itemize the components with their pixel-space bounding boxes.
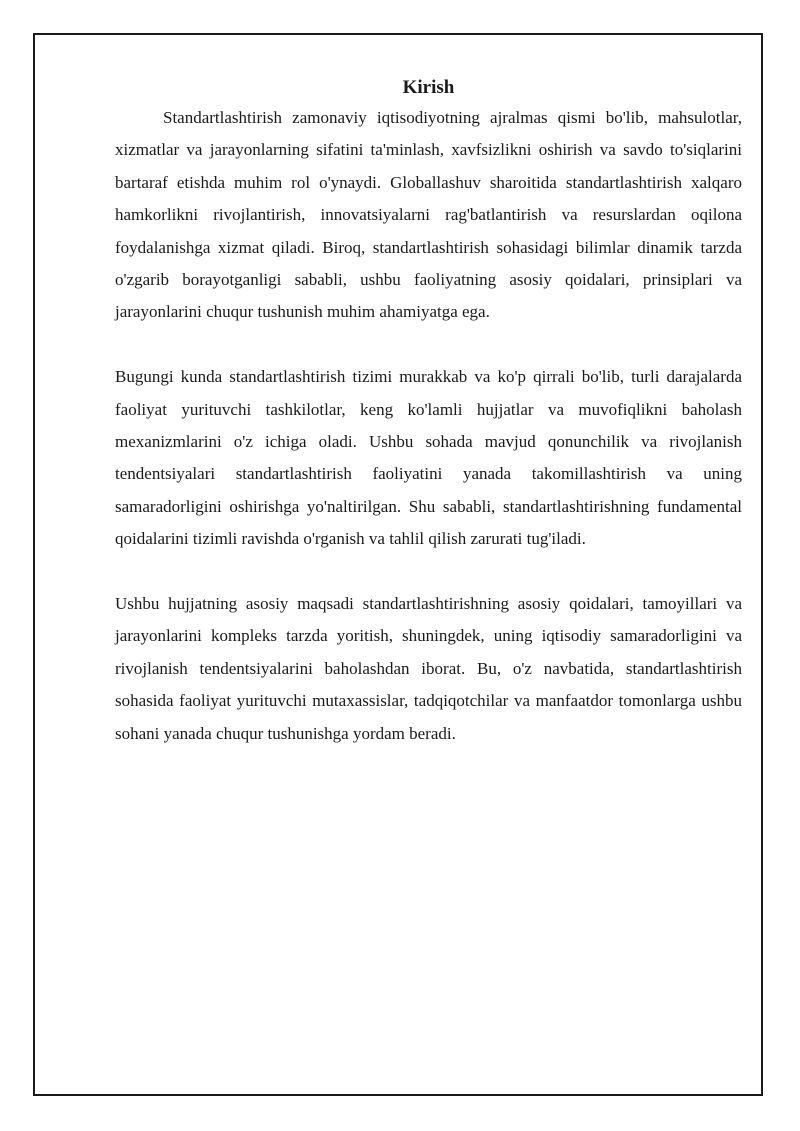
paragraph-intro: Standartlashtirish zamonaviy iqtisodiyotning ajralmas qismi bo'lib, mahsulotlar, xizmatlar va jarayonlarning sifatini ta'minlash, xavfsizlikni oshirish va savdo to'siqlarini bartaraf etishda muhim rol o'ynaydi. Globallashuv sharoitida standartlashtirish xalqaro hamkorlikni rivojlantirish, innovatsiyalarni rag'batlantirish va resurslardan oqilona foydalanishga xizmat qiladi. Biroq, standartlashtirish sohasidagi bilimlar dinamik tarzda o'zgarib borayotganligi sababli, ushbu faoliyatning asosiy qoidalari, prinsiplari va jarayonlarini chuqur tushunish muhim ahamiyatga ega.	[115, 108, 742, 322]
paragraph-spacer	[115, 329, 742, 361]
document-body	[115, 74, 742, 750]
paragraph-spacer	[115, 556, 742, 588]
document-title: Kirish	[402, 77, 455, 98]
paragraph-purpose: Ushbu hujjatning asosiy maqsadi standartlashtirishning asosiy qoidalari, tamoyillari va jarayonlarini kompleks tarzda yoritish, shuningdek, uning iqtisodiy samaradorligini va rivojlanish tendentsiyalarini baholashdan iborat. Bu, o'z navbatida, standartlashtirish sohasida faoliyat yurituvchi mutaxassislar, tadqiqotchilar va manfaatdor tomonlarga ushbu sohani yanada chuqur tushunishga yordam beradi.	[115, 594, 742, 743]
paragraph-system: Bugungi kunda standartlashtirish tizimi murakkab va ko'p qirrali bo'lib, turli darajalarda faoliyat yurituvchi tashkilotlar, keng ko'lamli hujjatlar va muvofiqlikni baholash mexanizmlarini o'z ichiga oladi. Ushbu sohada mavjud qonunchilik va rivojlanish tendentsiyalari standartlashtirish faoliyatini yanada takomillashtirish va uning samaradorligini oshirishga yo'naltirilgan. Shu sababli, standartlashtirishning fundamental qoidalarini tizimli ravishda o'rganish va tahlil qilish zarurati tug'iladi.	[115, 367, 742, 549]
